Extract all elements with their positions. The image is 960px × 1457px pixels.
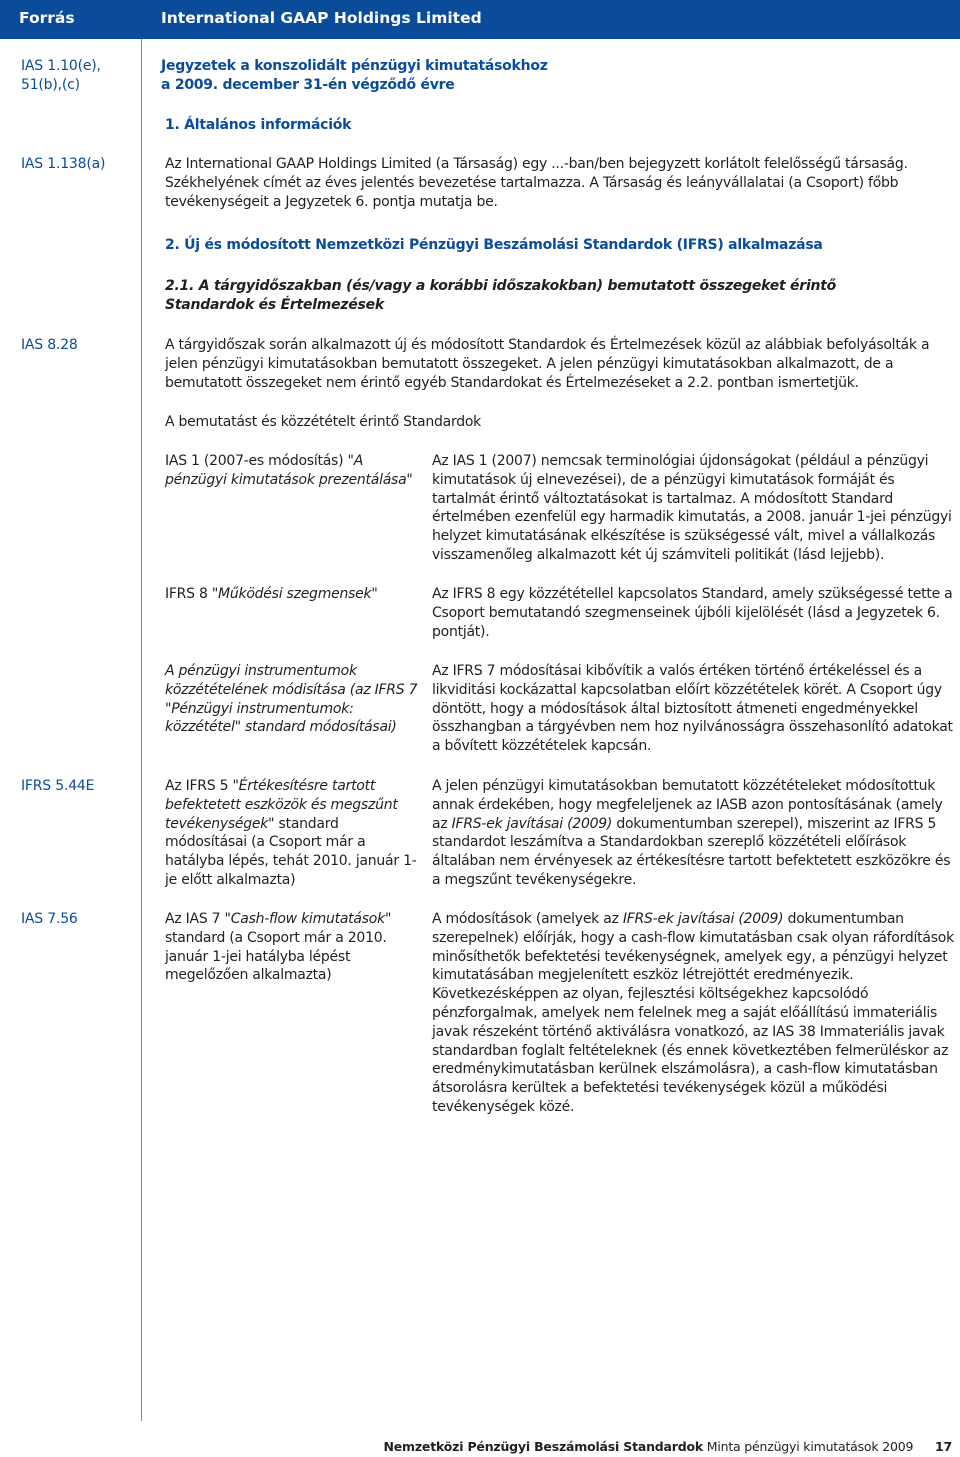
section1-text: Az International GAAP Holdings Limited (a Társaság) egy ...-ban/ben bejegyzett korlátolt felelősségű társaság. Székhelyének címét az éves jelentés bevezetése tartalmazza. A Társaság és leányvállalatai (a Csoport) főbb tevékenységeit a Jegyzetek 6. pontja mutatja be. [165,156,908,210]
section1-heading: 1. Általános információk [165,117,352,133]
standard-description: Az IAS 1 (2007) nemcsak terminológiai újdonságokat (például a pénzügyi kimutatások új elnevezései), de a pénzügyi kimutatások formáját és tartalmát érintő változtatásokat is tartalmaz. A módosított Standard értelmében ezenfelül egy harmadik kimutatás, a 2008. január 1-jei pénzügyi helyzet kimutatásának elkészítése is szükségessé vált, mivel a vállalkozás visszamenőleg alkalmazott két új számviteli politikát (lásd lejjebb). [432,453,952,563]
header-source-label: Forrás [19,9,75,27]
header-title: International GAAP Holdings Limited [161,9,482,27]
source-ref-4: IFRS 5.44E [21,778,95,794]
standard-description: Az IFRS 7 módosításai kibővítik a valós értéken történő értékeléssel és a likviditási kockázattal kapcsolatban előírt közzétételek körét. A Csoport úgy döntött, hogy a módosítások által biztosított átmeneti engedményekkel összhangban a tárgyévben nem hoz nyilvánosságra összehasonlító adatokat a bővített közzétételek kapcsán. [432,663,953,755]
standard-description: A jelen pénzügyi kimutatásokban bemutatott közzétételeket módosítottuk annak érdekében, hogy megfeleljenek az IASB azon pontosításának (amely az IFRS-ek javításai (2009) dokumentumban szerepel), miszerint az IFRS 5 standardot leszámítva a Standardokban szereplő közzétételi előírások általában nem érvényesek az értékesítésre tartott befektetett eszközökre és a megszűnt tevékenységekre. [432,778,951,888]
source-ref-5: IAS 7.56 [21,911,78,927]
standard-description: A módosítások (amelyek az IFRS-ek javításai (2009) dokumentumban szerepelnek) előírják, hogy a cash-flow kimutatásban csak olyan ráfordítások minősíthetők befektetési tevékenységnek, amelyek egy, a pénzügyi helyzet kimutatásában megjelenített eszköz létrejöttét eredményezik. Következésképpen az olyan, fejlesztési költségekhez kapcsolódó pénzforgalmak, amelyek nem felelnek meg a saját előállítású immateriális javak részeként történő aktiválásra vonatkozó, az IAS 38 Immateriális javak standardban foglalt feltételeknek (és ennek következtében felmerüléskor az eredménykimutatásban kerülnek elszámolásra), a cash-flow kimutatásban átsorolásra kerültek a befektetési tevékenységek közül a működési tevékenységek közé. [432,911,954,1115]
standard-name: Az IAS 7 "Cash-flow kimutatások" standard (a Csoport már a 2010. január 1-jei hatályba lépést megelőzően alkalmazta) [165,911,392,984]
standard-description: Az IFRS 8 egy közzététellel kapcsolatos Standard, amely szükségessé tette a Csoport bemutatandó szegmenseinek újbóli kijelölését (lásd a Jegyzetek 6. pontját). [432,586,953,640]
source-ref-1: IAS 1.10(e), 51(b),(c) [21,58,101,93]
section2-subheading: 2.1. A tárgyidőszakban (és/vagy a korábbi időszakokban) bemutatott összegeket érintő Standardok és Értelmezések [165,278,837,313]
standard-name: Az IFRS 5 "Értékesítésre tartott befektetett eszközök és megszűnt tevékenységek" standard módosításai (a Csoport már a hatályba lépés, tehát 2010. január 1-je előtt alkalmazta) [165,778,417,888]
section2-text: A tárgyidőszak során alkalmazott új és módosított Standardok és Értelmezések közül az alábbiak befolyásolták a jelen pénzügyi kimutatásokban bemutatott összegeket. A jelen pénzügyi kimutatásokban alkalmazott, de a bemutatott összegeket nem érintő egyéb Standardokat és Értelmezéseket a 2.2. pontban ismertetjük. [165,337,930,391]
page-number: 17 [935,1439,952,1454]
table-heading: A bemutatást és közzétételt érintő Standardok [165,414,482,430]
page-footer [383,1439,952,1454]
notes-title: Jegyzetek a konszolidált pénzügyi kimutatásokhoz a 2009. december 31-én végződő évre [161,58,548,93]
column-divider [141,39,142,1421]
section2-heading: 2. Új és módosított Nemzetközi Pénzügyi Beszámolási Standardok (IFRS) alkalmazása [165,237,823,253]
source-ref-3: IAS 8.28 [21,337,78,353]
footer-subtitle: Minta pénzügyi kimutatások 2009 [706,1439,914,1454]
header-bar [0,0,960,39]
standard-name: IAS 1 (2007-es módosítás) "A pénzügyi kimutatások prezentálása" [165,453,413,488]
source-ref-2: IAS 1.138(a) [21,156,106,172]
standard-name: IFRS 8 "Működési szegmensek" [165,586,378,602]
standard-name: A pénzügyi instrumentumok közzétételének módisítása (az IFRS 7 "Pénzügyi instrumentumok: közzététel" standard módosításai) [165,663,418,736]
footer-publication: Nemzetközi Pénzügyi Beszámolási Standardok [383,1439,703,1454]
